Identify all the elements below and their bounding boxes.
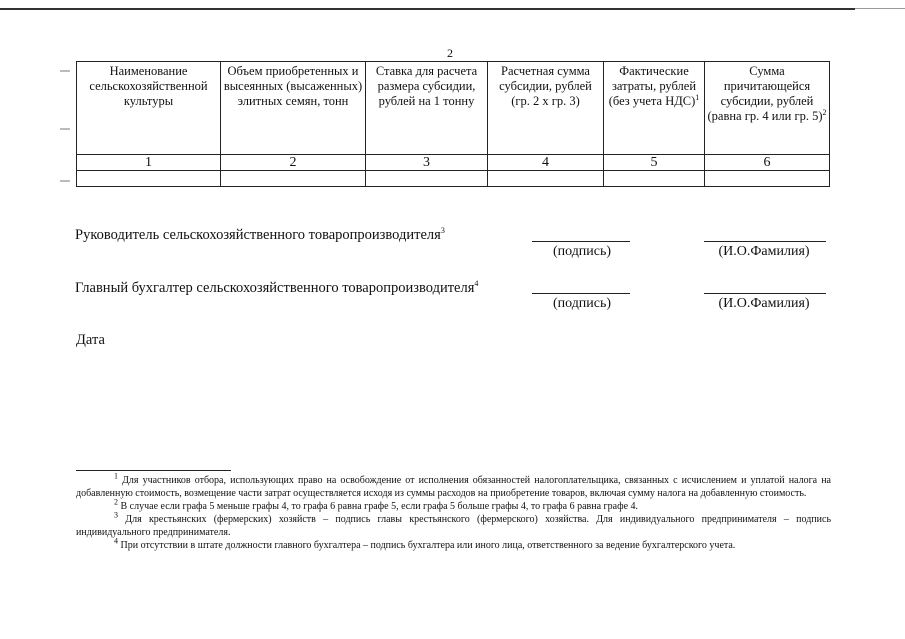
accountant-signature-label: Главный бухгалтер сельскохозяйственного товаропроизводителя$^4$ [75, 279, 479, 296]
table-cell [221, 171, 366, 187]
column-number: 6 [705, 155, 830, 171]
column-number-row [77, 155, 830, 171]
footnote: $^2$ В случае если графа 5 меньше графы 4, то графа 6 равна графе 5, если графа 5 больше графы 4, то графа 6 равна графе 4. [114, 497, 639, 512]
column-number: 2 [221, 155, 366, 171]
page-number: 2 [447, 46, 453, 60]
footnote: $^3$ Для крестьянских (фермерских) хозяйств – подпись главы крестьянского (фермерского) хозяйства. Для индивидуального предпринимателя – подпись индивидуального предпринимателя. [76, 510, 831, 538]
accountant-name-caption: (И.О.Фамилия) [718, 296, 810, 311]
column-header: Объем приобретенных и высеянных (высаженных) элитных семян, тонн [221, 62, 366, 155]
head-signature-caption: (подпись) [552, 244, 612, 259]
head-signature-label: Руководитель сельскохозяйственного товаропроизводителя$^3$ [75, 226, 445, 243]
scan-artifact [60, 128, 70, 130]
head-signature-line [532, 241, 630, 242]
table-cell [488, 171, 604, 187]
footnotes [76, 471, 831, 552]
accountant-name-line [704, 293, 826, 294]
accountant-signature-caption: (подпись) [552, 296, 612, 311]
scan-artifact [60, 180, 70, 182]
column-number: 4 [488, 155, 604, 171]
top-border-faint [855, 8, 905, 9]
column-header: Ставка для расчета размера субсидии, рублей на 1 тонну [366, 62, 488, 155]
head-name-caption: (И.О.Фамилия) [718, 244, 810, 259]
footnote: $^4$ При отсутствии в штате должности главного бухгалтера – подпись бухгалтера или иного лица, ответственного за ведение бухгалтерского учета. [114, 536, 736, 551]
scan-artifact [60, 70, 70, 72]
subsidy-table [76, 61, 830, 187]
table-cell [366, 171, 488, 187]
top-border [0, 8, 855, 10]
accountant-signature-line [532, 293, 630, 294]
table-cell [604, 171, 705, 187]
date-label: Дата [76, 332, 105, 348]
table-cell [705, 171, 830, 187]
table-header-row [77, 62, 830, 155]
column-header: Расчетная сумма субсидии, рублей (гр. 2 х гр. 3) [488, 62, 604, 155]
column-number: 5 [604, 155, 705, 171]
footnote: $^1$ Для участников отбора, использующих право на освобождение от исполнения обязанностей налогоплательщика, связанных с исчислением и уплатой налога на добавленную стоимость, возмещение части затрат осуществляется исходя из суммы расходов на приобретение товаров, включая сумму налога на добавленную стоимость. [76, 471, 831, 499]
footnote-separator [76, 470, 231, 471]
table-row [77, 171, 830, 187]
column-number: 3 [366, 155, 488, 171]
column-header: Наименование сельскохозяйственной культуры [77, 62, 221, 155]
column-number: 1 [77, 155, 221, 171]
column-header: Сумма причитающейся субсидии, рублей (равна гр. 4 или гр. 5)$^2$ [705, 62, 830, 155]
column-header: Фактические затраты, рублей (без учета НДС)$^1$ [604, 62, 705, 155]
head-name-line [704, 241, 826, 242]
table-cell [77, 171, 221, 187]
